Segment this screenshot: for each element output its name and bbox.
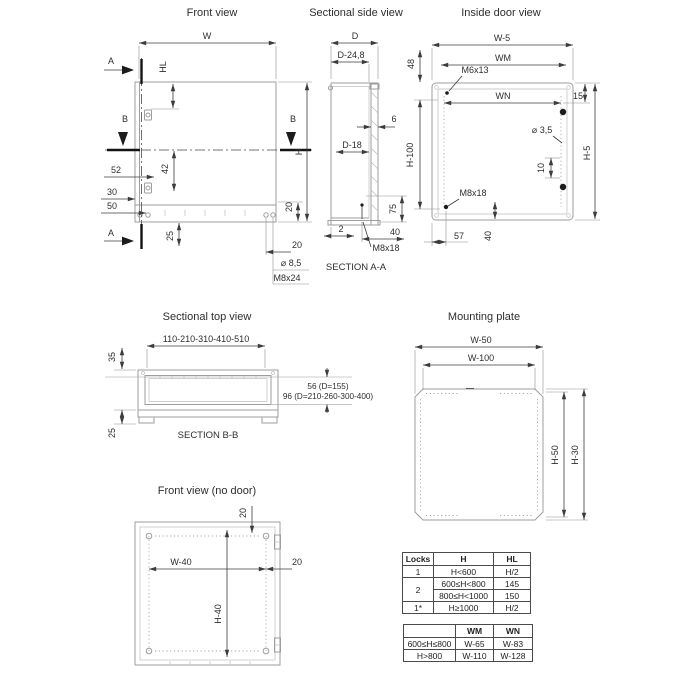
locks-cell: 1 — [403, 566, 434, 578]
m8-stud — [444, 205, 448, 209]
top-view-title: Sectional top view — [162, 311, 252, 323]
locks-cell: 145 — [494, 578, 531, 590]
side-view-title: Sectional side view — [309, 7, 403, 19]
wm-wn-cell: H>800 — [404, 650, 456, 662]
dim-label-width-range: 110-210-310-410-510 — [162, 334, 250, 344]
dim-label-h50: H-50 — [550, 445, 560, 465]
dim-label-h30: H-30 — [570, 445, 580, 465]
dim-label-57: 57 — [453, 231, 465, 241]
m6-stud — [445, 91, 449, 95]
dim-label-20-horiz: 20 — [291, 240, 303, 250]
locks-table-header-row — [403, 553, 531, 566]
dim-label-wm: WM — [495, 53, 511, 63]
locks-header-locks: Locks — [403, 553, 434, 566]
dim-label-dia35: ⌀ 3,5 — [531, 125, 553, 135]
dim-label-35: 35 — [107, 351, 117, 363]
dim-label-42: 42 — [160, 163, 170, 175]
wm-wn-cell: W-83 — [494, 638, 533, 650]
section-marker-label: A — [107, 228, 115, 238]
locks-cell: 150 — [494, 590, 531, 602]
dim-label-w50: W-50 — [470, 335, 492, 345]
dim-label-h5: H-5 — [582, 145, 592, 161]
dim-label-h40: H-40 — [213, 604, 223, 624]
dim-label-15: 15 — [572, 91, 584, 101]
locks-cell: 1* — [403, 602, 434, 614]
locks-cell: H<600 — [434, 566, 494, 578]
dim-label-52: 52 — [110, 165, 122, 175]
dim-label-m6x13: M6x13 — [461, 65, 489, 75]
locks-table-row — [403, 602, 531, 614]
dim-label-w5: W-5 — [493, 33, 511, 43]
dim-label-m8x24: M8x24 — [273, 273, 301, 283]
section-marker-label: B — [289, 114, 297, 124]
door-view-title: Inside door view — [461, 7, 541, 19]
wm-wn-header-blank — [404, 625, 456, 638]
dim-label-10: 10 — [536, 162, 546, 174]
dim-label-25: 25 — [165, 230, 175, 242]
wm-wn-row — [404, 638, 533, 650]
dim-label-20-top: 20 — [238, 507, 248, 519]
dim-label-48: 48 — [406, 58, 416, 70]
dim-label-d18: D-18 — [342, 140, 362, 150]
wm-wn-cell: W-65 — [456, 638, 494, 650]
section-marker-label: B — [121, 114, 129, 124]
dim-label-40-door: 40 — [483, 230, 493, 242]
dim-label-m8x18-door: M8x18 — [459, 188, 487, 198]
locks-header-hl: HL — [494, 553, 531, 566]
wm-wn-cell: W-110 — [456, 650, 494, 662]
locks-cell: H/2 — [494, 566, 531, 578]
stud — [360, 203, 363, 206]
dim-label-depth-96: 96 (D=210-260-300-400) — [282, 392, 374, 401]
wm-wn-table — [403, 624, 533, 662]
dim-label-d: D — [351, 31, 359, 41]
front-view-title: Front view — [186, 7, 238, 19]
dim-label-20-right: 20 — [291, 557, 303, 567]
dim-label-m8x18: M8x18 — [372, 243, 400, 253]
section-aa-label: SECTION A-A — [325, 262, 387, 273]
dim-label-75: 75 — [388, 203, 398, 215]
dim-label-h100: H-100 — [405, 142, 415, 168]
section-bb-label: SECTION B-B — [177, 430, 239, 441]
dim-label-h: H — [294, 148, 304, 156]
dim-label-25-top: 25 — [107, 427, 117, 439]
dim-label-50: 50 — [106, 201, 118, 211]
dim-label-30: 30 — [106, 187, 118, 197]
dim-label-hl: HL — [158, 61, 168, 73]
wm-wn-header-row — [404, 625, 533, 638]
wm-wn-row — [404, 650, 533, 662]
locks-cell: 600≤H<800 — [434, 578, 494, 590]
dim-label-w100: W-100 — [467, 353, 495, 363]
hinge-stud — [560, 184, 566, 190]
wm-wn-header-wn: WN — [494, 625, 533, 638]
dim-label-40: 40 — [389, 227, 401, 237]
section-marker-label: A — [107, 56, 115, 66]
dim-label-dia85: ⌀ 8,5 — [280, 258, 302, 268]
locks-table — [402, 552, 531, 614]
dim-label-20-vert: 20 — [284, 201, 294, 213]
wm-wn-header-wm: WM — [456, 625, 494, 638]
dim-label-6: 6 — [391, 114, 397, 124]
locks-cell: 800≤H<1000 — [434, 590, 494, 602]
hinge-stud — [560, 109, 566, 115]
dim-label-w: W — [202, 31, 212, 41]
dim-label-d248: D-24,8 — [337, 50, 365, 60]
dim-label-w40: W-40 — [170, 557, 192, 567]
wm-wn-cell: 600≤H≤800 — [404, 638, 456, 650]
locks-table-row — [403, 566, 531, 578]
dim-label-2: 2 — [338, 224, 344, 234]
locks-table-row — [403, 578, 531, 590]
locks-cell: H/2 — [494, 602, 531, 614]
locks-cell: 2 — [403, 578, 434, 602]
locks-cell: H≥1000 — [434, 602, 494, 614]
nodoor-view-title: Front view (no door) — [157, 485, 257, 497]
plate-view-title: Mounting plate — [447, 311, 521, 323]
dim-label-wn: WN — [495, 91, 511, 101]
locks-header-h: H — [434, 553, 494, 566]
dim-label-depth-56: 56 (D=155) — [307, 382, 349, 391]
wm-wn-cell: W-128 — [494, 650, 533, 662]
